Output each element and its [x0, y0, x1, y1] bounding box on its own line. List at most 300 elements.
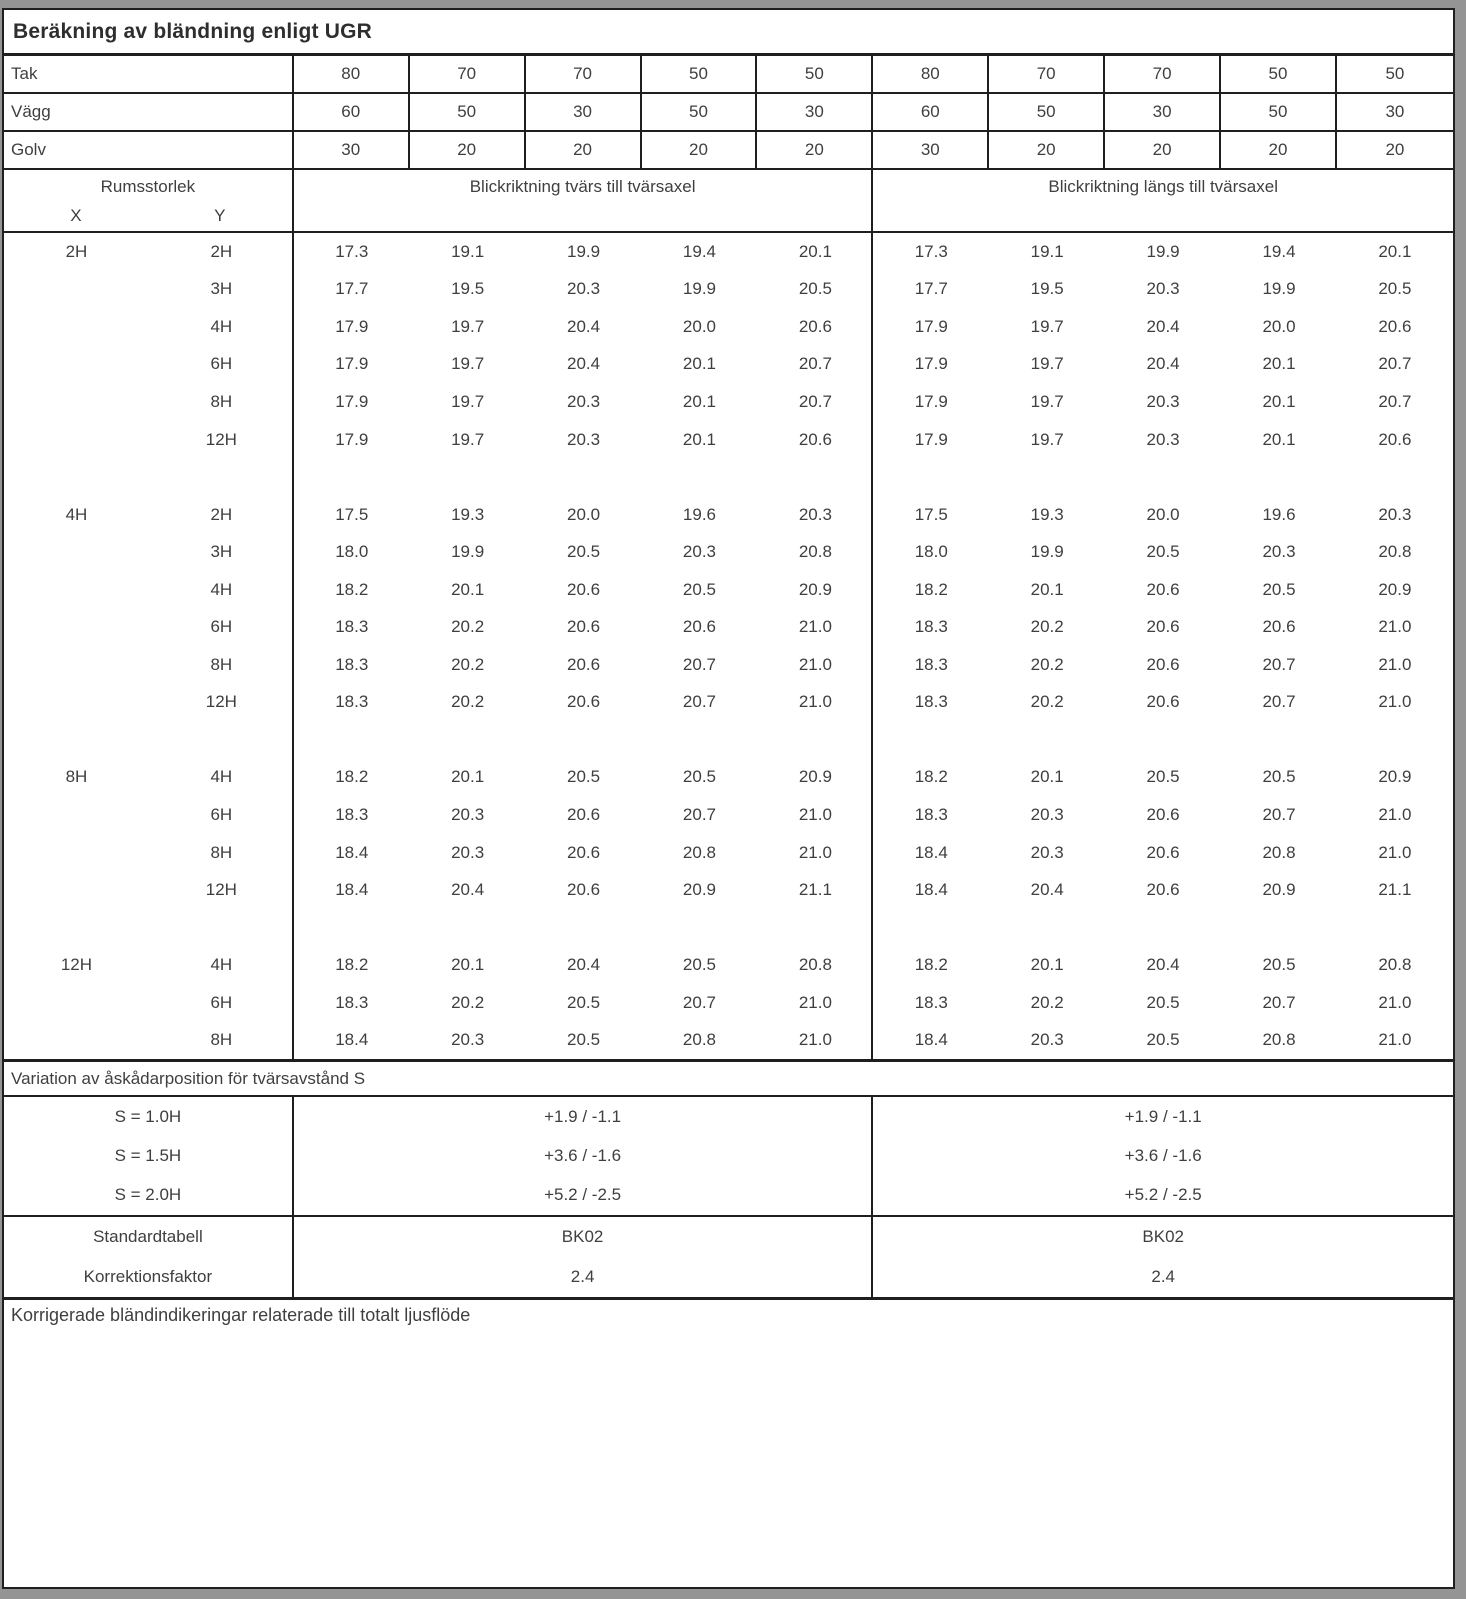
ugr-value-cell: 20.6 — [1378, 429, 1412, 449]
ugr-value-cell: 20.5 — [567, 542, 601, 562]
ugr-value-cell: 19.1 — [451, 241, 485, 261]
ugr-value-cell: 20.6 — [567, 804, 601, 824]
ugr-value-cell: 20.7 — [1262, 804, 1296, 824]
ugr-value-cell: 20.3 — [1030, 842, 1064, 862]
ugr-value-cell: 19.9 — [682, 279, 716, 299]
standard-value: BK02 — [1142, 1227, 1184, 1246]
ugr-value-cell: 20.5 — [1146, 542, 1180, 562]
ugr-value-cell: 20.8 — [1378, 542, 1412, 562]
room-y-cell: 2H — [210, 504, 233, 524]
ugr-value-cell: 20.2 — [451, 654, 485, 674]
ugr-value-cell: 20.4 — [1146, 316, 1180, 336]
surface-value-cell: 50 — [757, 56, 873, 92]
ugr-value-cell: 19.7 — [1030, 354, 1064, 374]
surface-value-cell: 20 — [1385, 140, 1405, 159]
surface-value-cell: 70 — [410, 56, 526, 92]
ugr-value-cell: 20.1 — [1378, 241, 1412, 261]
ugr-table-row — [4, 1021, 1453, 1059]
ugr-value-cell: 18.2 — [335, 955, 369, 975]
ugr-value-cell: 21.0 — [798, 1030, 832, 1050]
ugr-value-cell: 20.2 — [451, 617, 485, 637]
room-x-cell — [4, 834, 149, 872]
ugr-value-cell: 20.5 — [1262, 579, 1296, 599]
ugr-value-cell: 19.7 — [451, 429, 485, 449]
ugr-value-cell: 19.9 — [1030, 542, 1064, 562]
report-title: Beräkning av bländning enligt UGR — [4, 10, 1453, 56]
room-x-cell — [4, 646, 149, 684]
corrected-glare-note: Korrigerade bländindikeringar relaterade till totalt ljusflöde — [11, 1305, 471, 1325]
ugr-value-cell: 19.9 — [1146, 241, 1180, 261]
ugr-value-cell: 18.2 — [914, 767, 948, 787]
ugr-value-cell: 18.3 — [335, 617, 369, 637]
room-size-header — [4, 170, 294, 231]
ugr-value-cell: 20.6 — [567, 842, 601, 862]
surface-value-cell: 20 — [989, 132, 1105, 168]
ugr-value-cell: 20.6 — [567, 692, 601, 712]
ugr-table-row — [4, 346, 1453, 384]
ugr-value-cell: 20.6 — [1146, 842, 1180, 862]
room-x-cell — [4, 608, 149, 646]
ugr-value-cell: 18.2 — [914, 955, 948, 975]
ugr-value-cell: 20.9 — [1378, 767, 1412, 787]
ugr-value-cell: 20.3 — [451, 804, 485, 824]
surface-value-cell: 30 — [757, 94, 873, 130]
surface-reflectance-rows — [4, 56, 1453, 170]
ugr-value-cell: 20.6 — [798, 316, 832, 336]
ugr-value-cell: 20.8 — [1262, 842, 1296, 862]
surface-value-cell: 20 — [757, 132, 873, 168]
ugr-report-sheet — [2, 8, 1455, 1589]
ugr-value-cell: 20.3 — [567, 391, 601, 411]
room-x-cell — [4, 1021, 149, 1059]
ugr-table-row — [4, 684, 1453, 722]
room-x-cell — [4, 421, 149, 459]
ugr-value-cell: 20.1 — [1030, 955, 1064, 975]
ugr-value-cell: 20.5 — [1146, 992, 1180, 1012]
ugr-value-cell: 18.3 — [914, 992, 948, 1012]
ugr-value-cell: 18.2 — [335, 767, 369, 787]
ugr-value-cell: 19.5 — [1030, 279, 1064, 299]
surface-value-cell: 60 — [294, 94, 410, 130]
room-y-cell: 6H — [210, 617, 233, 637]
ugr-value-cell: 20.5 — [1262, 767, 1296, 787]
ugr-value-cell: 18.4 — [335, 842, 369, 862]
ugr-value-cell: 20.6 — [1378, 316, 1412, 336]
ugr-value-cell: 20.8 — [798, 542, 832, 562]
room-y-cell: 12H — [205, 880, 237, 900]
surface-value-cell: 30 — [1105, 94, 1221, 130]
variation-title: Variation av åskådarposition för tvärsavstånd S — [4, 1062, 1453, 1097]
room-x-cell — [4, 533, 149, 571]
ugr-value-cell: 20.3 — [682, 542, 716, 562]
room-x-cell — [4, 871, 149, 909]
surface-value-cell: 20 — [1221, 132, 1337, 168]
ugr-value-cell: 20.6 — [1146, 617, 1180, 637]
ugr-value-cell: 20.1 — [682, 354, 716, 374]
surface-value-cell: 70 — [989, 56, 1105, 92]
ugr-value-cell: 18.3 — [335, 692, 369, 712]
ugr-value-cell: 20.3 — [1146, 429, 1180, 449]
room-y-cell: 6H — [210, 354, 233, 374]
room-y-cell: 12H — [205, 429, 237, 449]
ugr-value-cell: 20.1 — [451, 955, 485, 975]
ugr-value-cell: 20.8 — [1378, 955, 1412, 975]
ugr-value-cell: 20.6 — [798, 429, 832, 449]
ugr-table-row — [4, 871, 1453, 909]
room-x-cell: 2H — [65, 241, 88, 261]
block-gap-row — [4, 721, 1453, 759]
room-size-label: Rumsstorlek — [100, 177, 196, 196]
room-y-cell: 4H — [210, 316, 233, 336]
ugr-value-cell: 20.2 — [451, 992, 485, 1012]
ugr-value-cell: 20.8 — [682, 1030, 716, 1050]
standard-value: 2.4 — [570, 1267, 595, 1286]
ugr-value-cell: 18.4 — [914, 880, 948, 900]
ugr-value-cell: 20.6 — [567, 579, 601, 599]
standard-row-label: Korrektionsfaktor — [83, 1267, 213, 1286]
ugr-value-cell: 21.1 — [1378, 880, 1412, 900]
surface-value-cell: 50 — [410, 94, 526, 130]
standard-row-labels — [4, 1217, 294, 1297]
ugr-value-cell: 20.5 — [798, 279, 832, 299]
ugr-value-cell: 21.0 — [798, 654, 832, 674]
ugr-table-row — [4, 571, 1453, 609]
standard-value: BK02 — [561, 1227, 604, 1246]
room-x-cell — [4, 308, 149, 346]
ugr-value-cell: 17.5 — [335, 504, 369, 524]
s-distance-labels — [4, 1097, 294, 1215]
ugr-value-cell: 20.4 — [567, 316, 601, 336]
standard-values-right — [873, 1217, 1453, 1297]
ugr-value-cell: 20.7 — [682, 692, 716, 712]
ugr-value-cell: 17.9 — [914, 316, 948, 336]
standard-table-section — [4, 1217, 1453, 1300]
surface-value-cell: 50 — [642, 94, 758, 130]
ugr-value-cell: 19.9 — [567, 241, 601, 261]
room-x-cell — [4, 271, 149, 309]
room-y-cell: 2H — [210, 241, 233, 261]
surface-value-cell: 20 — [1105, 132, 1221, 168]
ugr-table-row — [4, 759, 1453, 797]
ugr-value-cell: 20.9 — [682, 880, 716, 900]
ugr-value-cell: 20.7 — [1378, 391, 1412, 411]
ugr-value-cell: 18.4 — [335, 880, 369, 900]
standard-row-label: Standardtabell — [93, 1227, 203, 1246]
ugr-value-cell: 20.1 — [1262, 429, 1296, 449]
ugr-value-cell: 20.7 — [1262, 992, 1296, 1012]
surface-row-label: Vägg — [4, 94, 294, 130]
ugr-value-cell: 20.5 — [567, 767, 601, 787]
ugr-value-cell: 19.7 — [1030, 391, 1064, 411]
s-adjustment-value: +1.9 / -1.1 — [1124, 1106, 1202, 1126]
ugr-value-cell: 20.1 — [1262, 391, 1296, 411]
ugr-value-cell: 20.1 — [1030, 579, 1064, 599]
ugr-value-cell: 21.0 — [798, 992, 832, 1012]
ugr-table-row — [4, 834, 1453, 872]
ugr-value-cell: 20.3 — [567, 279, 601, 299]
ugr-value-cell: 20.3 — [451, 1030, 485, 1050]
room-x-cell — [4, 383, 149, 421]
ugr-value-cell: 20.6 — [567, 880, 601, 900]
ugr-value-cell: 20.4 — [1146, 354, 1180, 374]
ugr-value-cell: 21.0 — [798, 617, 832, 637]
ugr-value-cell: 20.6 — [1262, 617, 1296, 637]
ugr-value-cell: 20.6 — [1146, 880, 1180, 900]
ugr-value-cell: 20.4 — [1030, 880, 1064, 900]
table-header-band — [4, 170, 1453, 233]
standard-value: 2.4 — [1151, 1267, 1175, 1286]
surface-row-label: Golv — [4, 132, 294, 168]
ugr-table-row — [4, 233, 1453, 271]
ugr-value-cell: 20.6 — [567, 654, 601, 674]
ugr-value-cell: 17.3 — [914, 241, 948, 261]
ugr-value-cell: 20.2 — [1030, 692, 1064, 712]
ugr-value-cell: 18.0 — [914, 542, 948, 562]
room-y-cell: 6H — [210, 992, 233, 1012]
surface-value-cell: 70 — [1105, 56, 1221, 92]
surface-value-cell: 50 — [1385, 64, 1405, 83]
ugr-value-cell: 18.2 — [335, 579, 369, 599]
surface-value-cell: 50 — [1221, 56, 1337, 92]
ugr-value-cell: 19.3 — [451, 504, 485, 524]
ugr-value-cell: 19.9 — [451, 542, 485, 562]
ugr-table-row — [4, 533, 1453, 571]
ugr-value-cell: 20.7 — [798, 391, 832, 411]
view-direction-left-header: Blickriktning tvärs till tvärsaxel — [294, 170, 874, 231]
surface-row — [4, 56, 1453, 94]
block-gap-row — [4, 458, 1453, 496]
view-direction-right-header: Blickriktning längs till tvärsaxel — [1048, 177, 1278, 196]
y-axis-label: Y — [214, 206, 226, 225]
room-y-cell: 8H — [210, 654, 233, 674]
s-adjustment-value: +3.6 / -1.6 — [544, 1145, 622, 1165]
ugr-value-cell: 20.3 — [1378, 504, 1412, 524]
ugr-value-cell: 19.7 — [451, 316, 485, 336]
ugr-value-cell: 20.4 — [1146, 955, 1180, 975]
ugr-value-cell: 18.3 — [914, 654, 948, 674]
ugr-value-cell: 17.7 — [914, 279, 948, 299]
surface-row-label: Tak — [4, 56, 294, 92]
room-x-cell — [4, 796, 149, 834]
ugr-value-cell: 21.0 — [798, 842, 832, 862]
room-y-cell: 4H — [210, 767, 233, 787]
s-adjustment-value: +5.2 / -2.5 — [544, 1185, 622, 1205]
s-distance-label: S = 1.0H — [114, 1106, 182, 1126]
ugr-value-cell: 20.1 — [798, 241, 832, 261]
s-adjustment-values-left — [294, 1097, 874, 1215]
ugr-value-cell: 20.9 — [798, 767, 832, 787]
surface-row — [4, 94, 1453, 132]
ugr-value-cell: 19.7 — [1030, 429, 1064, 449]
ugr-value-cell: 19.5 — [451, 279, 485, 299]
ugr-value-cell: 20.8 — [682, 842, 716, 862]
room-y-cell: 6H — [210, 804, 233, 824]
ugr-value-cell: 17.9 — [335, 316, 369, 336]
ugr-value-cell: 20.0 — [567, 504, 601, 524]
ugr-value-cell: 20.0 — [682, 316, 716, 336]
ugr-value-cell: 20.7 — [682, 654, 716, 674]
room-y-cell: 12H — [205, 692, 237, 712]
ugr-value-cell: 18.2 — [914, 579, 948, 599]
ugr-value-cell: 20.5 — [682, 767, 716, 787]
ugr-table-row — [4, 308, 1453, 346]
ugr-value-cell: 20.3 — [1146, 391, 1180, 411]
ugr-value-cell: 20.6 — [1146, 579, 1180, 599]
ugr-value-cell: 19.6 — [1262, 504, 1296, 524]
standard-values-left — [294, 1217, 874, 1297]
ugr-value-cell: 20.0 — [1146, 504, 1180, 524]
room-y-cell: 4H — [210, 579, 233, 599]
ugr-value-cell: 17.3 — [335, 241, 369, 261]
room-y-cell: 8H — [210, 842, 233, 862]
surface-value-cell: 30 — [1385, 102, 1405, 121]
ugr-value-cell: 20.1 — [1030, 767, 1064, 787]
ugr-value-cell: 17.9 — [335, 354, 369, 374]
ugr-value-cell: 21.0 — [1378, 654, 1412, 674]
ugr-value-cell: 20.2 — [1030, 654, 1064, 674]
ugr-value-cell: 19.7 — [451, 391, 485, 411]
ugr-value-cell: 18.3 — [335, 804, 369, 824]
ugr-value-cell: 21.0 — [1378, 804, 1412, 824]
observer-variation-section — [4, 1097, 1453, 1217]
ugr-value-cell: 17.9 — [335, 429, 369, 449]
ugr-value-cell: 20.1 — [451, 767, 485, 787]
ugr-value-cell: 17.9 — [335, 391, 369, 411]
ugr-value-cell: 18.4 — [914, 1030, 948, 1050]
ugr-value-cell: 18.4 — [914, 842, 948, 862]
ugr-value-cell: 19.1 — [1030, 241, 1064, 261]
ugr-value-cell: 20.1 — [682, 391, 716, 411]
ugr-value-cell: 21.0 — [1378, 992, 1412, 1012]
ugr-value-cell: 20.5 — [1262, 955, 1296, 975]
surface-value-cell: 30 — [873, 132, 989, 168]
ugr-value-cell: 19.3 — [1030, 504, 1064, 524]
ugr-value-cell: 20.5 — [1378, 279, 1412, 299]
ugr-value-cell: 20.4 — [451, 880, 485, 900]
ugr-table-row — [4, 383, 1453, 421]
surface-row — [4, 132, 1453, 170]
ugr-value-cell: 20.3 — [1262, 542, 1296, 562]
x-axis-label: X — [70, 206, 82, 225]
surface-value-cell: 50 — [1221, 94, 1337, 130]
ugr-table-row — [4, 421, 1453, 459]
ugr-value-cell: 17.5 — [914, 504, 948, 524]
ugr-value-cell: 19.7 — [1030, 316, 1064, 336]
ugr-value-cell: 20.5 — [682, 955, 716, 975]
ugr-value-cell: 20.5 — [1146, 1030, 1180, 1050]
ugr-value-cell: 17.9 — [914, 391, 948, 411]
s-adjustment-value: +1.9 / -1.1 — [544, 1106, 622, 1126]
surface-value-cell: 20 — [642, 132, 758, 168]
ugr-value-cell: 20.8 — [798, 955, 832, 975]
ugr-value-cell: 17.9 — [914, 429, 948, 449]
ugr-value-cell: 20.4 — [567, 955, 601, 975]
ugr-value-cell: 17.9 — [914, 354, 948, 374]
ugr-value-cell: 19.7 — [451, 354, 485, 374]
ugr-value-cell: 21.0 — [1378, 1030, 1412, 1050]
ugr-value-cell: 20.6 — [1146, 654, 1180, 674]
ugr-value-cell: 20.3 — [567, 429, 601, 449]
ugr-value-cell: 20.5 — [1146, 767, 1180, 787]
block-gap-row — [4, 909, 1453, 947]
ugr-value-cell: 20.6 — [682, 617, 716, 637]
ugr-value-cell: 19.4 — [1262, 241, 1296, 261]
ugr-value-cell: 20.7 — [682, 992, 716, 1012]
room-y-cell: 8H — [210, 1030, 233, 1050]
ugr-value-cell: 20.9 — [798, 579, 832, 599]
ugr-value-cell: 20.1 — [451, 579, 485, 599]
ugr-table-row — [4, 796, 1453, 834]
ugr-value-cell: 20.3 — [798, 504, 832, 524]
room-x-cell — [4, 684, 149, 722]
ugr-value-cell: 20.5 — [567, 992, 601, 1012]
s-adjustment-value: +5.2 / -2.5 — [1124, 1185, 1202, 1205]
ugr-value-cell: 20.9 — [1378, 579, 1412, 599]
room-y-cell: 3H — [210, 542, 233, 562]
ugr-value-cell: 20.8 — [1262, 1030, 1296, 1050]
surface-value-cell: 50 — [989, 94, 1105, 130]
ugr-value-cell: 20.2 — [1030, 992, 1064, 1012]
ugr-value-cell: 21.0 — [1378, 842, 1412, 862]
surface-value-cell: 70 — [526, 56, 642, 92]
ugr-value-cell: 20.6 — [567, 617, 601, 637]
room-x-cell — [4, 346, 149, 384]
ugr-value-cell: 20.7 — [1378, 354, 1412, 374]
ugr-table-row — [4, 946, 1453, 984]
ugr-table-row — [4, 496, 1453, 534]
ugr-data-area — [4, 233, 1453, 1062]
ugr-value-cell: 20.2 — [451, 692, 485, 712]
ugr-value-cell: 20.7 — [1262, 692, 1296, 712]
ugr-value-cell: 18.3 — [335, 654, 369, 674]
surface-value-cell: 20 — [526, 132, 642, 168]
ugr-value-cell: 21.0 — [798, 692, 832, 712]
ugr-value-cell: 20.3 — [1030, 804, 1064, 824]
ugr-table-row — [4, 646, 1453, 684]
ugr-value-cell: 20.1 — [682, 429, 716, 449]
ugr-value-cell: 18.4 — [335, 1030, 369, 1050]
room-x-cell: 8H — [65, 767, 88, 787]
surface-value-cell: 80 — [873, 56, 989, 92]
ugr-value-cell: 18.3 — [335, 992, 369, 1012]
ugr-value-cell: 20.7 — [798, 354, 832, 374]
room-x-cell — [4, 984, 149, 1022]
ugr-value-cell: 21.0 — [1378, 617, 1412, 637]
room-y-cell: 8H — [210, 391, 233, 411]
surface-value-cell: 30 — [526, 94, 642, 130]
ugr-value-cell: 20.7 — [1262, 654, 1296, 674]
ugr-value-cell: 18.3 — [914, 692, 948, 712]
ugr-value-cell: 20.6 — [1146, 692, 1180, 712]
ugr-value-cell: 20.2 — [1030, 617, 1064, 637]
ugr-value-cell: 20.3 — [1030, 1030, 1064, 1050]
ugr-value-cell: 19.6 — [682, 504, 716, 524]
ugr-value-cell: 20.5 — [567, 1030, 601, 1050]
room-x-cell — [4, 571, 149, 609]
ugr-value-cell: 20.6 — [1146, 804, 1180, 824]
s-adjustment-value: +3.6 / -1.6 — [1124, 1145, 1202, 1165]
ugr-value-cell: 20.3 — [451, 842, 485, 862]
room-x-cell: 4H — [65, 504, 88, 524]
s-adjustment-values-right — [873, 1097, 1453, 1215]
ugr-value-cell: 20.0 — [1262, 316, 1296, 336]
ugr-value-cell: 20.5 — [682, 579, 716, 599]
ugr-value-cell: 20.1 — [1262, 354, 1296, 374]
ugr-value-cell: 21.0 — [1378, 692, 1412, 712]
room-x-cell: 12H — [60, 955, 93, 975]
ugr-value-cell: 19.9 — [1262, 279, 1296, 299]
surface-value-cell: 30 — [294, 132, 410, 168]
